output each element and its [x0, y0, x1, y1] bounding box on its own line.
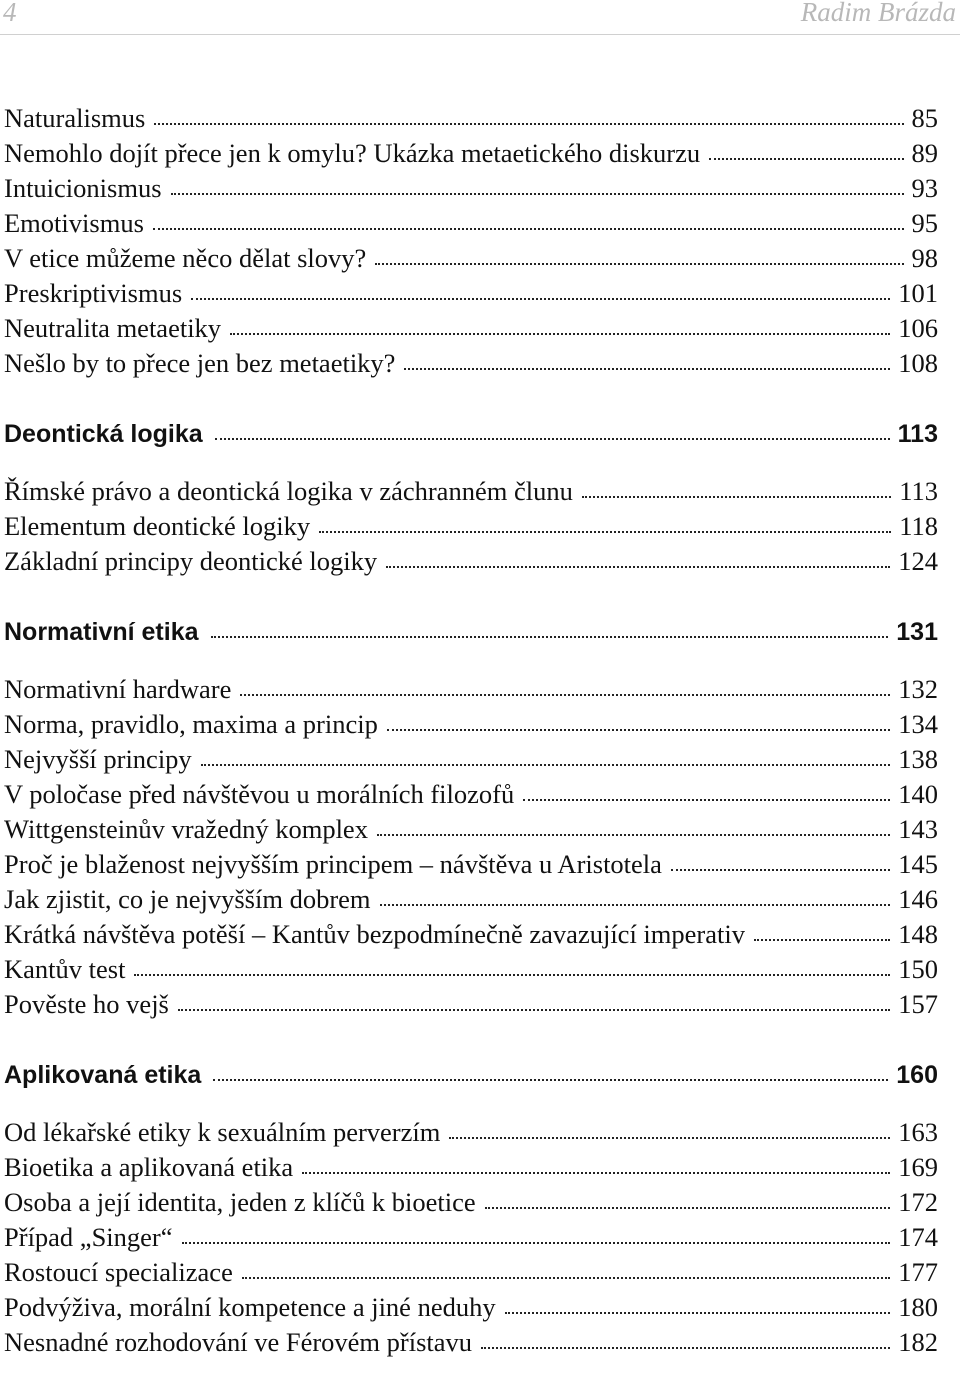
toc-entry[interactable] — [4, 1290, 938, 1325]
toc-entry-page: 106 — [898, 313, 938, 343]
header-rule — [0, 34, 960, 35]
toc-entry-page: 113 — [899, 476, 938, 506]
toc-entry[interactable] — [4, 136, 938, 171]
toc-entry-page: 180 — [898, 1292, 938, 1322]
toc-entry-title: Podvýživa, morální kompetence a jiné neduhy — [4, 1292, 496, 1322]
toc-entry[interactable] — [4, 544, 938, 579]
toc-entry-page: 174 — [898, 1222, 938, 1252]
toc-section-heading[interactable] — [4, 416, 938, 453]
toc-entry[interactable] — [4, 474, 938, 509]
toc-entry-page: 150 — [898, 954, 938, 984]
toc-entry-title: Základní principy deontické logiky — [4, 546, 378, 576]
toc-entry-page: 146 — [898, 884, 938, 914]
dot-leader — [178, 1009, 890, 1011]
dot-leader — [154, 123, 903, 125]
toc-entry[interactable] — [4, 206, 938, 241]
toc-entry-title: Emotivismus — [4, 208, 144, 238]
toc-entry-page: 145 — [898, 849, 938, 879]
dot-leader — [302, 1172, 890, 1174]
dot-leader — [481, 1347, 890, 1349]
dot-leader — [230, 333, 890, 335]
dot-leader — [213, 1079, 888, 1081]
toc-entry-page: 124 — [898, 546, 938, 576]
toc-entry-page: 169 — [898, 1152, 938, 1182]
page-number: 4 — [3, 0, 17, 27]
dot-leader — [485, 1207, 891, 1209]
toc-entry[interactable] — [4, 952, 938, 987]
dot-leader — [191, 298, 890, 300]
toc-entry-page: 132 — [898, 674, 938, 704]
dot-leader — [171, 193, 904, 195]
toc-entry-page: 101 — [898, 278, 938, 308]
toc-entry-page: 98 — [911, 243, 938, 273]
toc-entry[interactable] — [4, 1220, 938, 1255]
toc-section-title: Normativní etika — [4, 618, 199, 646]
dot-leader — [523, 799, 890, 801]
dot-leader — [387, 729, 890, 731]
dot-leader — [201, 764, 891, 766]
dot-leader — [404, 368, 890, 370]
dot-leader — [754, 939, 890, 941]
toc-entry-title: Osoba a její identita, jeden z klíčů k bioetice — [4, 1187, 476, 1217]
toc-entry-title: Jak zjistit, co je nejvyšším dobrem — [4, 884, 371, 914]
toc-entry-title: Neutralita metaetiky — [4, 313, 222, 343]
toc-entry-page: 93 — [911, 173, 938, 203]
dot-leader — [709, 158, 903, 160]
toc-entry-title: Případ „Singer“ — [4, 1222, 173, 1252]
toc-entry[interactable] — [4, 987, 938, 1022]
toc-section-heading[interactable] — [4, 1057, 938, 1094]
toc-entry-title: Od lékařské etiky k sexuálním perverzím — [4, 1117, 441, 1147]
toc-entry-title: Intuicionismus — [4, 173, 162, 203]
toc-entry-page: 95 — [911, 208, 938, 238]
toc-entry-page: 118 — [899, 511, 938, 541]
toc-entry[interactable] — [4, 847, 938, 882]
toc-entry-title: Nejvyšší principy — [4, 744, 192, 774]
page-header — [0, 0, 960, 40]
toc-entry-title: Elementum deontické logiky — [4, 511, 311, 541]
toc-entry[interactable] — [4, 101, 938, 136]
dot-leader — [375, 263, 903, 265]
toc-entry[interactable] — [4, 1185, 938, 1220]
dot-leader — [242, 1277, 890, 1279]
toc-entry-page: 85 — [911, 103, 938, 133]
dot-leader — [380, 904, 891, 906]
dot-leader — [319, 531, 891, 533]
toc-entry-title: Naturalismus — [4, 103, 146, 133]
table-of-contents — [4, 101, 938, 1360]
toc-entry-title: Normativní hardware — [4, 674, 232, 704]
toc-entry-title: Norma, pravidlo, maxima a princip — [4, 709, 378, 739]
toc-entry[interactable] — [4, 742, 938, 777]
toc-entry-title: Nemohlo dojít přece jen k omylu? Ukázka metaetického diskurzu — [4, 138, 701, 168]
toc-entry-title: Nesnadné rozhodování ve Férovém přístavu — [4, 1327, 473, 1357]
toc-entry-title: Bioetika a aplikovaná etika — [4, 1152, 294, 1182]
toc-entry-page: 140 — [898, 779, 938, 809]
toc-entry-page: 177 — [898, 1257, 938, 1287]
toc-entry-title: Wittgensteinův vražedný komplex — [4, 814, 368, 844]
dot-leader — [582, 496, 891, 498]
toc-entry[interactable] — [4, 917, 938, 952]
toc-entry-title: Proč je blaženost nejvyšším principem – návštěva u Aristotela — [4, 849, 662, 879]
toc-entry-title: Nešlo by to přece jen bez metaetiky? — [4, 348, 396, 378]
toc-entry[interactable] — [4, 707, 938, 742]
toc-entry[interactable] — [4, 241, 938, 276]
toc-entry-page: 148 — [898, 919, 938, 949]
toc-entry-title: Pověste ho vejš — [4, 989, 169, 1019]
toc-entry-title: Římské právo a deontická logika v záchranném člunu — [4, 476, 573, 506]
toc-entry-title: Kantův test — [4, 954, 126, 984]
toc-entry-title: Preskriptivismus — [4, 278, 183, 308]
dot-leader — [134, 974, 890, 976]
toc-entry-page: 157 — [898, 989, 938, 1019]
toc-entry[interactable] — [4, 1255, 938, 1290]
dot-leader — [671, 869, 890, 871]
toc-entry-title: V etice můžeme něco dělat slovy? — [4, 243, 367, 273]
toc-entry[interactable] — [4, 777, 938, 812]
toc-entry-page: 108 — [898, 348, 938, 378]
running-head-author: Radim Brázda — [800, 0, 956, 27]
toc-entry[interactable] — [4, 812, 938, 847]
toc-entry-title: V poločase před návštěvou u morálních filozofů — [4, 779, 515, 809]
dot-leader — [240, 694, 890, 696]
toc-entry[interactable] — [4, 882, 938, 917]
toc-entry-title: Rostoucí specializace — [4, 1257, 233, 1287]
toc-entry[interactable] — [4, 311, 938, 346]
dot-leader — [182, 1242, 891, 1244]
toc-entry-page: 182 — [898, 1327, 938, 1357]
toc-entry-page: 163 — [898, 1117, 938, 1147]
toc-entry[interactable] — [4, 276, 938, 311]
dot-leader — [386, 566, 890, 568]
dot-leader — [377, 834, 890, 836]
dot-leader — [449, 1137, 890, 1139]
toc-section-heading[interactable] — [4, 614, 938, 651]
toc-entry[interactable] — [4, 346, 938, 381]
toc-entry[interactable] — [4, 1115, 938, 1150]
toc-entry-title: Krátká návštěva potěší – Kantův bezpodmínečně zavazující imperativ — [4, 919, 745, 949]
toc-entry[interactable] — [4, 509, 938, 544]
toc-section-page: 113 — [897, 420, 938, 448]
dot-leader — [153, 228, 904, 230]
toc-section-title: Deontická logika — [4, 420, 203, 448]
toc-entry-page: 143 — [898, 814, 938, 844]
toc-section-page: 131 — [896, 618, 938, 646]
toc-entry[interactable] — [4, 1325, 938, 1360]
toc-entry-page: 172 — [898, 1187, 938, 1217]
toc-section-page: 160 — [896, 1061, 938, 1089]
toc-entry-page: 138 — [898, 744, 938, 774]
dot-leader — [211, 636, 889, 638]
dot-leader — [215, 438, 890, 440]
toc-entry[interactable] — [4, 672, 938, 707]
toc-entry-page: 89 — [911, 138, 938, 168]
toc-section-title: Aplikovaná etika — [4, 1061, 202, 1089]
toc-entry[interactable] — [4, 171, 938, 206]
toc-entry[interactable] — [4, 1150, 938, 1185]
toc-entry-page: 134 — [898, 709, 938, 739]
dot-leader — [505, 1312, 891, 1314]
